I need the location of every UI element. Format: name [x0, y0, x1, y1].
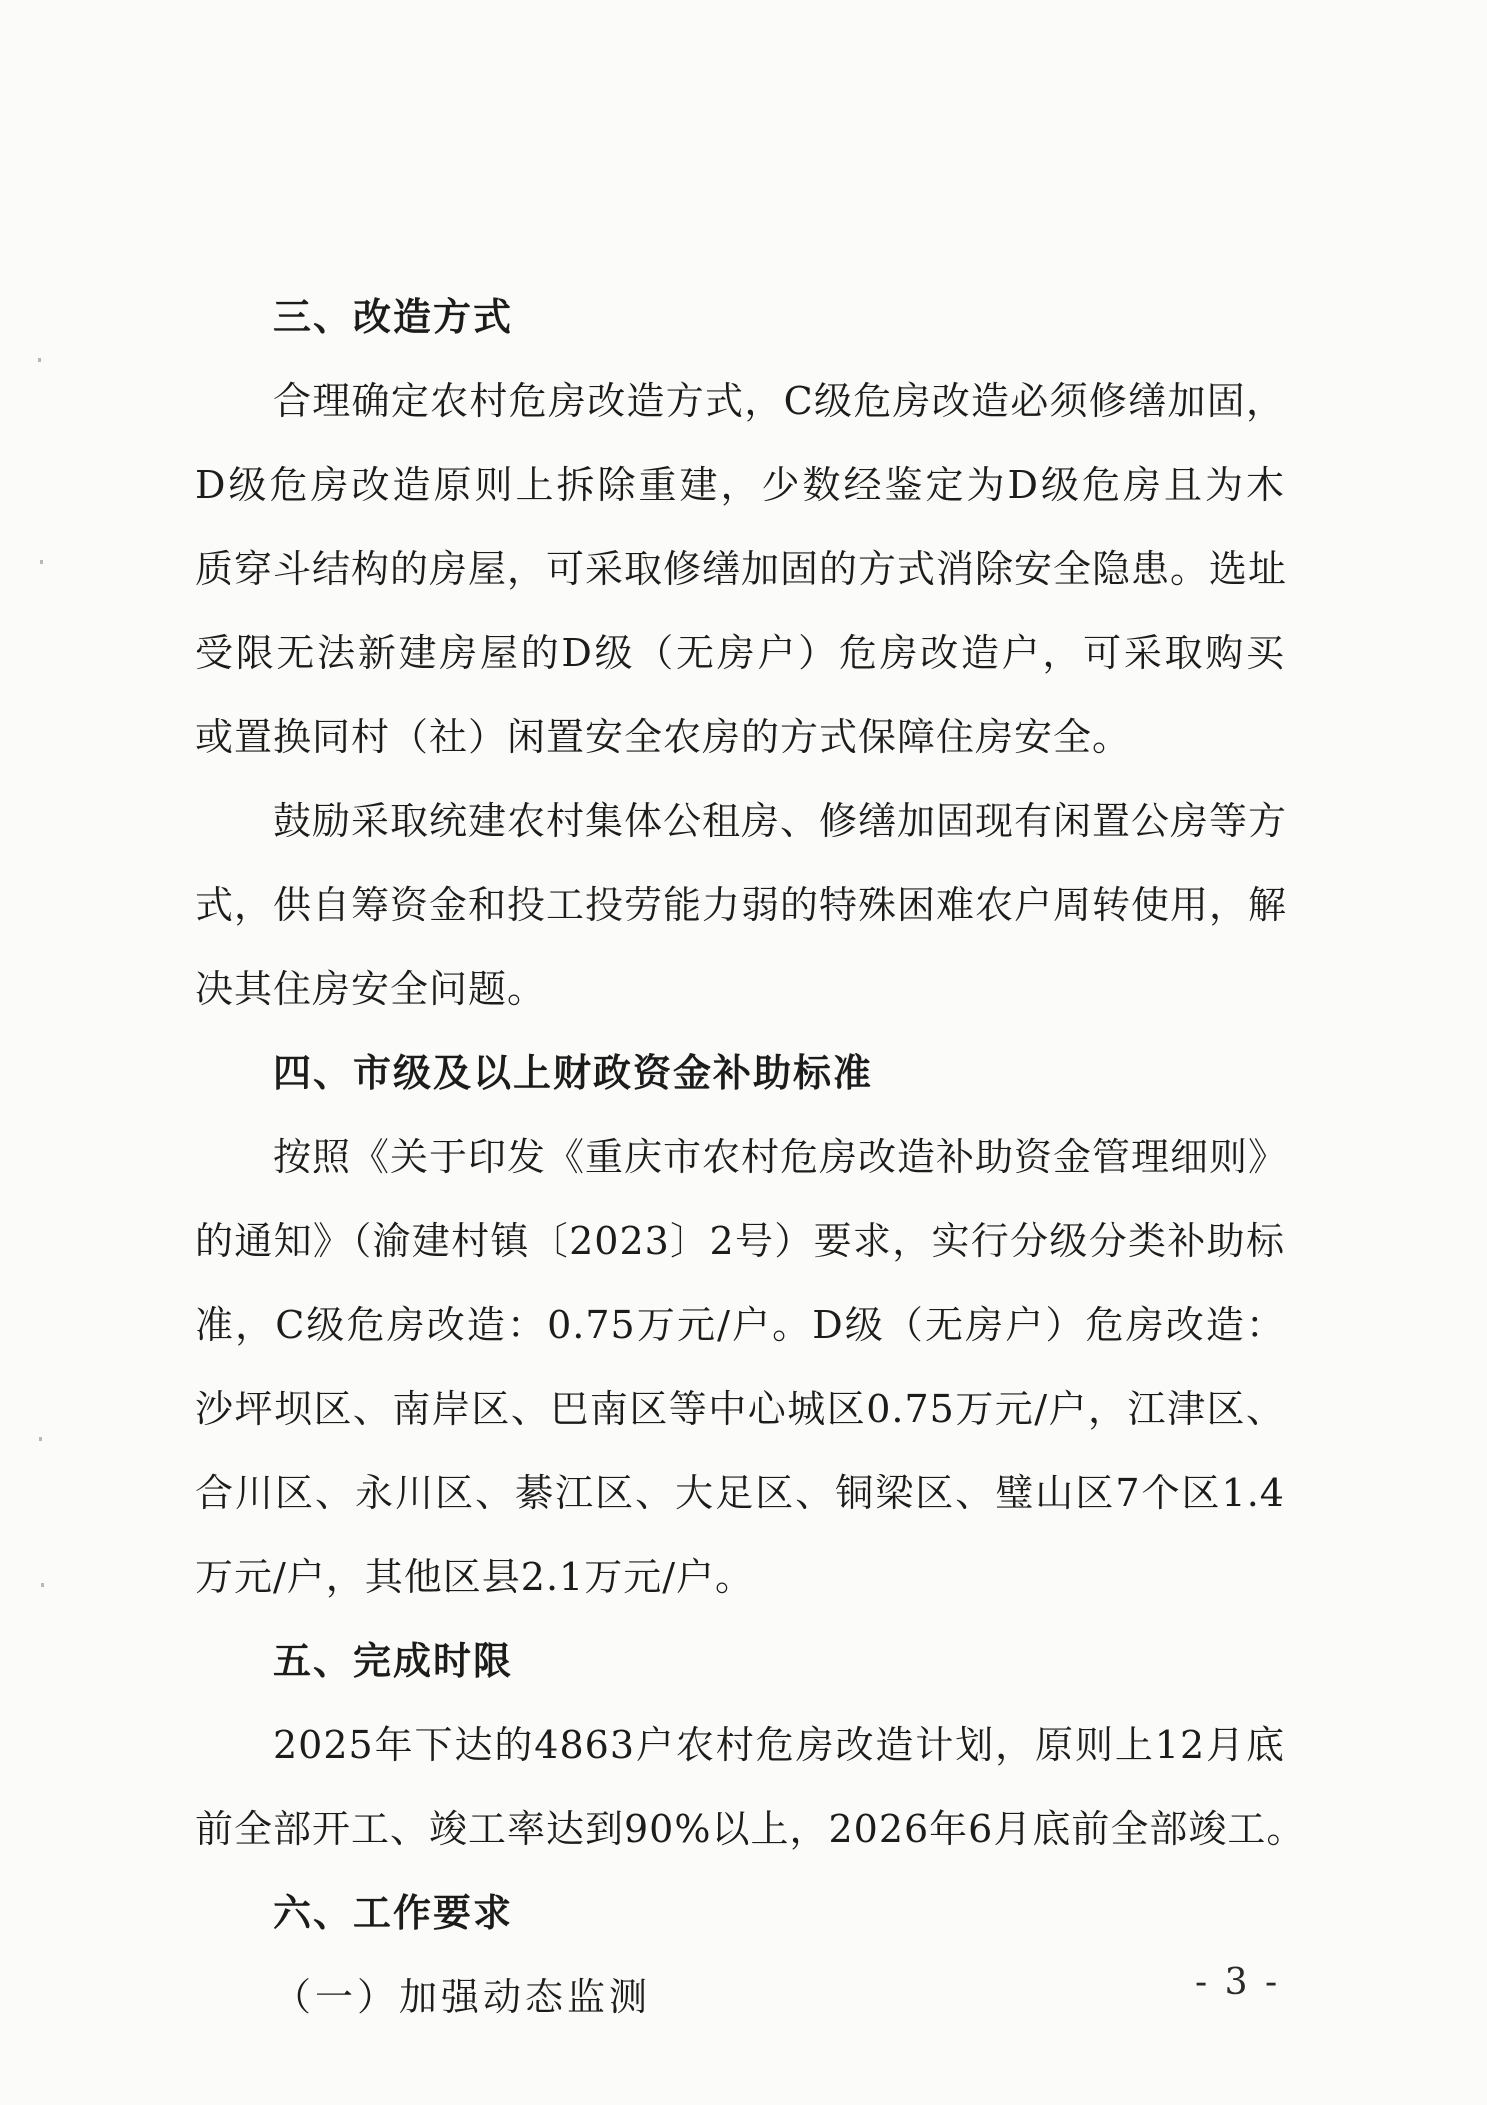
scan-speck	[38, 358, 41, 362]
scan-speck	[40, 560, 43, 564]
text-line: 万元/户，其他区县2.1万元/户。	[195, 1555, 755, 1599]
scan-speck	[39, 1437, 42, 1441]
document-body	[195, 275, 1306, 2039]
section-3-paragraph-1	[195, 359, 1288, 779]
section-6-heading: 六、工作要求	[273, 1891, 514, 1935]
text-line: 质穿斗结构的房屋，可采取修缮加固的方式消除安全隐患。选址	[195, 547, 1288, 591]
section-4-heading: 四、市级及以上财政资金补助标准	[273, 1051, 874, 1095]
page-number: - 3 -	[1195, 1962, 1281, 2003]
section-3-paragraph-2	[195, 779, 1288, 1031]
section-3-heading: 三、改造方式	[273, 295, 514, 339]
text-line: 合川区、永川区、綦江区、大足区、铜梁区、璧山区7个区1.4	[195, 1471, 1285, 1515]
section-5-paragraph-1	[195, 1703, 1306, 1871]
scan-speck	[41, 1583, 44, 1587]
text-line: 鼓励采取统建农村集体公租房、修缮加固现有闲置公房等方	[273, 799, 1288, 843]
text-line: 准，C级危房改造：0.75万元/户。D级（无房户）危房改造：	[195, 1303, 1285, 1347]
text-line: 的通知》（渝建村镇〔2023〕2号）要求，实行分级分类补助标	[195, 1219, 1285, 1263]
text-line: 2025年下达的4863户农村危房改造计划，原则上12月底	[273, 1723, 1285, 1767]
section-6-subheading: （一）加强动态监测	[273, 1975, 652, 2019]
section-4-paragraph-1	[195, 1115, 1288, 1619]
text-line: D级危房改造原则上拆除重建，少数经鉴定为D级危房且为木	[195, 463, 1285, 507]
text-line: 前全部开工、竣工率达到90%以上，2026年6月底前全部竣工。	[195, 1807, 1306, 1851]
section-5-heading: 五、完成时限	[273, 1639, 514, 1683]
text-line: 决其住房安全问题。	[195, 967, 547, 1011]
text-line: 按照《关于印发《重庆市农村危房改造补助资金管理细则》	[273, 1135, 1288, 1179]
text-line: 受限无法新建房屋的D级（无房户）危房改造户，可采取购买	[195, 631, 1285, 675]
text-line: 或置换同村（社）闲置安全农房的方式保障住房安全。	[195, 715, 1132, 759]
text-line: 式，供自筹资金和投工投劳能力弱的特殊困难农户周转使用，解	[195, 883, 1288, 927]
text-line: 合理确定农村危房改造方式，C级危房改造必须修缮加固，	[273, 379, 1285, 423]
text-line: 沙坪坝区、南岸区、巴南区等中心城区0.75万元/户，江津区、	[195, 1387, 1285, 1431]
